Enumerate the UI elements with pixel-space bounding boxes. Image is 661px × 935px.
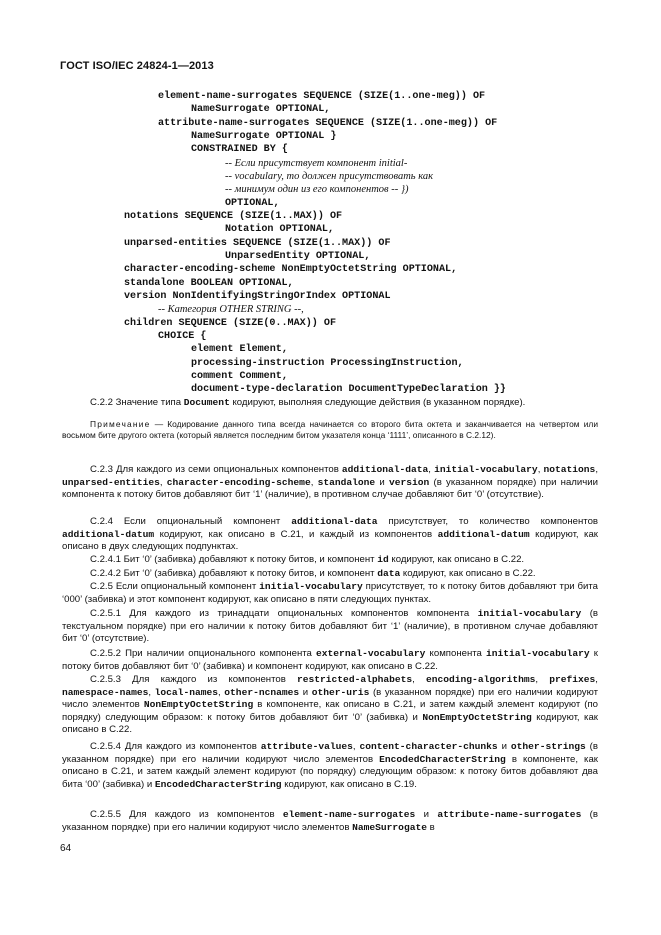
code-comment-line: -- минимум один из его компонентов -- }) [225, 184, 409, 195]
code-line: Notation OPTIONAL, [225, 224, 335, 235]
paragraph-c-2-5-2: С.2.5.2 При наличии опционального компонента external-vocabulary компонента initial-vocabulary к потоку битов добавляют бит ‘0’ (забивка) и компонент кодируют, как описано в С.22. [62, 648, 598, 672]
code-line: CHOICE { [158, 331, 207, 342]
note-label: Примечание [90, 419, 151, 429]
code-line: attribute-name-surrogates SEQUENCE (SIZE(1..one-meg)) OF [158, 118, 498, 129]
paragraph-c-2-4-1: С.2.4.1 Бит ‘0’ (забивка) добавляют к потоку битов, и компонент id кодируют, как описано в С.22. [90, 554, 525, 565]
paragraph-c-2-5-3: С.2.5.3 Для каждого из компонентов restricted-alphabets, encoding-algorithms, prefixes, namespace-names, local-names, other-ncnames и other-uris (в указанном порядке) при его наличии кодируют число элементов NonEmptyOctetString в компоненте, как описано в С.21, и затем каждый элемент кодируют (по порядку) следующим образом: к потоку битов добавляют бит ‘0’ (забивка) и NonEmptyOctetString кодируют, как описано в С.22. [62, 674, 599, 735]
code-comment-line: -- Категория OTHER STRING --, [158, 304, 304, 315]
code-line: OPTIONAL, [225, 198, 280, 209]
paragraph-c-2-2: С.2.2 Значение типа Document кодируют, выполняя следующие действия (в указанном порядке). [90, 397, 526, 408]
page-header: ГОСТ ISO/IEC 24824-1—2013 [60, 60, 214, 72]
code-line: character-encoding-scheme NonEmptyOctetString OPTIONAL, [124, 264, 458, 275]
note-paragraph: Примечание — Кодирование данного типа всегда начинается со второго бита октета и заканчивается на четвертом или восьмом бите другого октета (который является последним битом указателя конца ‘1111’, описанного в С.2.12). [62, 419, 598, 440]
paragraph-c-2-5-5: С.2.5.5 Для каждого из компонентов element-name-surrogates и attribute-name-surrogates (в указанном порядке) при его наличии кодируют число элементов NameSurrogate в [62, 809, 598, 833]
paragraph-c-2-3: С.2.3 Для каждого из семи опциональных компонентов additional-data, initial-vocabulary, notations, unparsed-entities, character-encoding-scheme, standalone и version (в указанном порядке) при наличии компонента к потоку битов добавляют бит ‘1’ (наличие), в противном случае добавляют бит ‘0’ (отсутствие). [62, 464, 598, 500]
paragraph-c-2-4: С.2.4 Если опциональный компонент additional-data присутствует, то количество компонентов additional-datum кодируют, как описано в С.21, и каждый из компонентов additional-datum кодируют, как описано в двух следующих подпунктах. [62, 516, 599, 552]
code-comment-line: -- vocabulary, то должен присутствовать как [225, 171, 434, 182]
code-line: processing-instruction ProcessingInstruction, [191, 358, 464, 369]
page-number: 64 [60, 843, 72, 854]
code-line: element-name-surrogates SEQUENCE (SIZE(1..one-meg)) OF [158, 91, 486, 102]
code-line: UnparsedEntity OPTIONAL, [225, 251, 371, 262]
code-line: version NonIdentifyingStringOrIndex OPTIONAL [124, 291, 391, 302]
paragraph-c-2-5: С.2.5 Если опциональный компонент initial-vocabulary присутствует, то к потоку битов добавляют три бита ‘000’ (забивка) и этот компонент кодируют, как описано в пяти следующих пунктах. [62, 581, 598, 605]
code-line: comment Comment, [191, 371, 288, 382]
code-line: document-type-declaration DocumentTypeDeclaration }} [191, 384, 506, 395]
code-line: NameSurrogate OPTIONAL } [191, 131, 337, 142]
paragraph-c-2-5-4: С.2.5.4 Для каждого из компонентов attribute-values, content-character-chunks и other-strings (в указанном порядке) при его наличии кодируют число элементов EncodedCharacterString в компоненте, как описано в С.21, и затем каждый элемент кодируют (по порядку) следующим образом: к потоку битов добавляют два бита ‘00’ (забивка) и EncodedCharacterString кодируют, как описано в С.19. [62, 741, 598, 790]
code-line: NameSurrogate OPTIONAL, [191, 104, 331, 115]
code-comment-line: -- Если присутствует компонент initial- [225, 158, 408, 169]
code-line: children SEQUENCE (SIZE(0..MAX)) OF [124, 318, 337, 329]
paragraph-c-2-5-1: С.2.5.1 Для каждого из тринадцати опциональных компонентов компонента initial-vocabulary (в текстуальном порядке) при его наличии к потоку битов добавляют бит ‘1’ (наличие), в противном случае добавляют бит ‘0’ (отсутствие). [62, 608, 598, 644]
code-line: unparsed-entities SEQUENCE (SIZE(1..MAX)) OF [124, 238, 391, 249]
paragraph-c-2-4-2: С.2.4.2 Бит ‘0’ (забивка) добавляют к потоку битов, и компонент data кодируют, как описано в С.22. [90, 568, 536, 579]
code-line: notations SEQUENCE (SIZE(1..MAX)) OF [124, 211, 343, 222]
code-line: CONSTRAINED BY { [191, 144, 288, 155]
code-line: standalone BOOLEAN OPTIONAL, [124, 278, 294, 289]
code-line: element Element, [191, 344, 288, 355]
